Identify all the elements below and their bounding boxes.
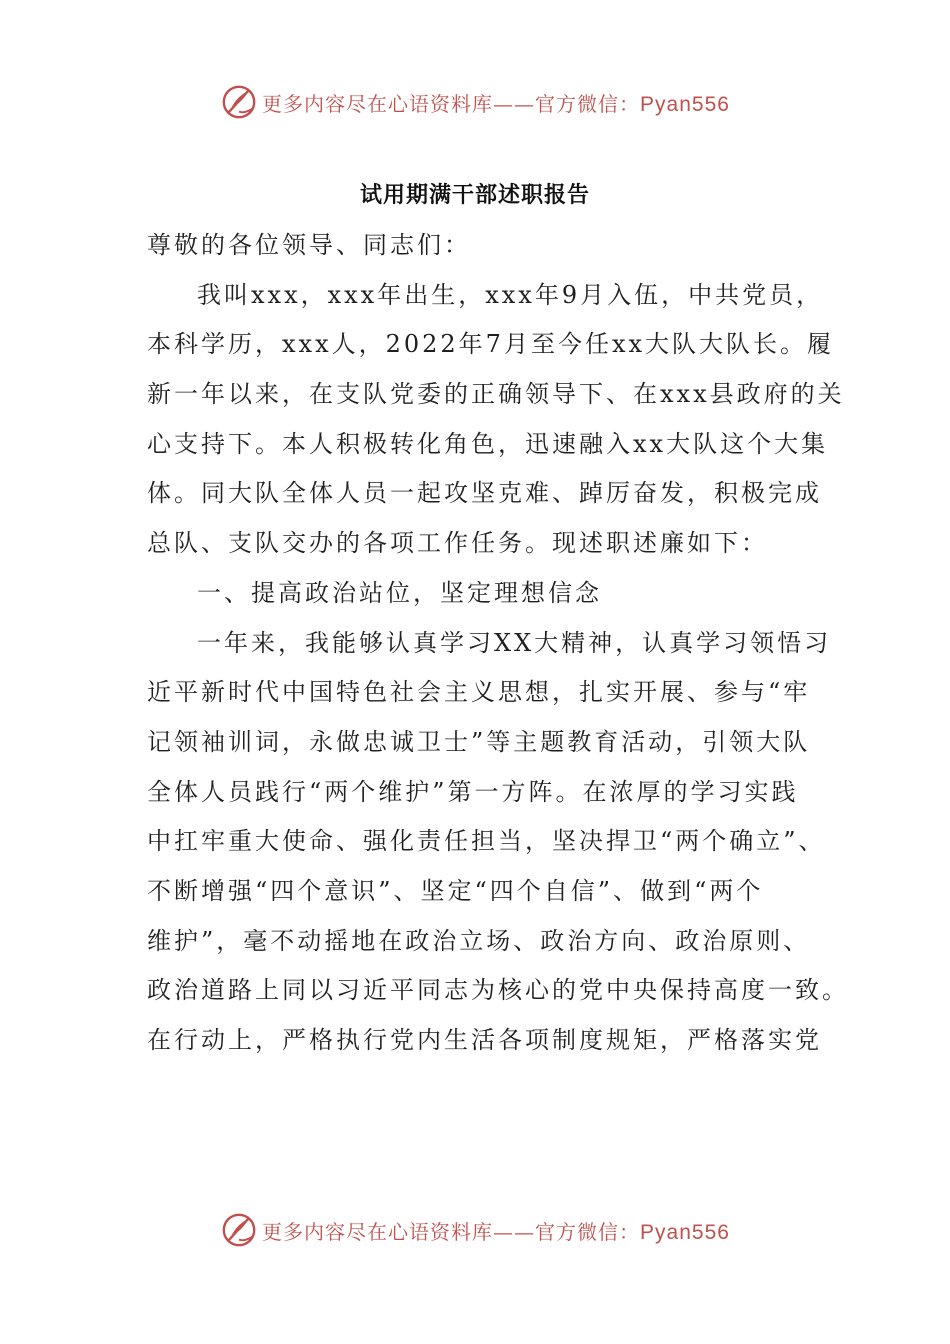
salutation: 尊敬的各位领导、同志们： [147, 231, 471, 259]
body-line: 记领袖训词，永做忠诚卫士”等主题教育活动，引领大队 [147, 727, 811, 756]
body-line: 政治道路上同以习近平同志为核心的党中央保持高度一致。 [147, 976, 849, 1005]
document-body [147, 221, 849, 1066]
footer-banner-text: 更多内容尽在心语资料库——官方微信：Pyan556 [262, 1219, 730, 1244]
body-line: 总队、支队交办的各项工作任务。现述职述廉如下： [147, 529, 768, 558]
body-line: 近平新时代中国特色社会主义思想，扎实开展、参与“牢 [147, 678, 811, 707]
header-watermark-banner [0, 79, 950, 125]
body-line: 体。同大队全体人员一起攻坚克难、踔厉奋发，积极完成 [147, 479, 822, 508]
body-line: 一年来，我能够认真学习XX大精神，认真学习领悟习 [197, 628, 832, 657]
footer-watermark-banner [0, 1207, 950, 1253]
body-line: 在行动上，严格执行党内生活各项制度规矩，严格落实党 [147, 1026, 822, 1054]
header-banner-text: 更多内容尽在心语资料库——官方微信：Pyan556 [262, 91, 730, 116]
quill-logo-icon [220, 83, 258, 121]
body-line: 心支持下。本人积极转化角色，迅速融入xx大队这个大集 [147, 429, 829, 458]
body-line: 中扛牢重大使命、强化责任担当，坚决捍卫“两个确立”、 [147, 827, 826, 856]
body-line: 全体人员践行“两个维护”第一方阵。在浓厚的学习实践 [147, 777, 799, 806]
quill-logo-icon [220, 1211, 258, 1249]
body-line: 维护”，毫不动摇地在政治立场、政治方向、政治原则、 [147, 926, 811, 955]
body-line: 本科学历，xxx人，2022年7月至今任xx大队大队长。履 [147, 330, 835, 359]
body-line: 新一年以来，在支队党委的正确领导下、在xxx县政府的关 [147, 380, 845, 409]
body-line: 我叫xxx，xxx年出生，xxx年9月入伍，中共党员， [197, 280, 824, 309]
body-line: 不断增强“四个意识”、坚定“四个自信”、做到“两个 [147, 876, 764, 905]
section-heading: 一、提高政治站位，坚定理想信念 [197, 578, 602, 607]
document-title: 试用期满干部述职报告 [359, 183, 590, 208]
